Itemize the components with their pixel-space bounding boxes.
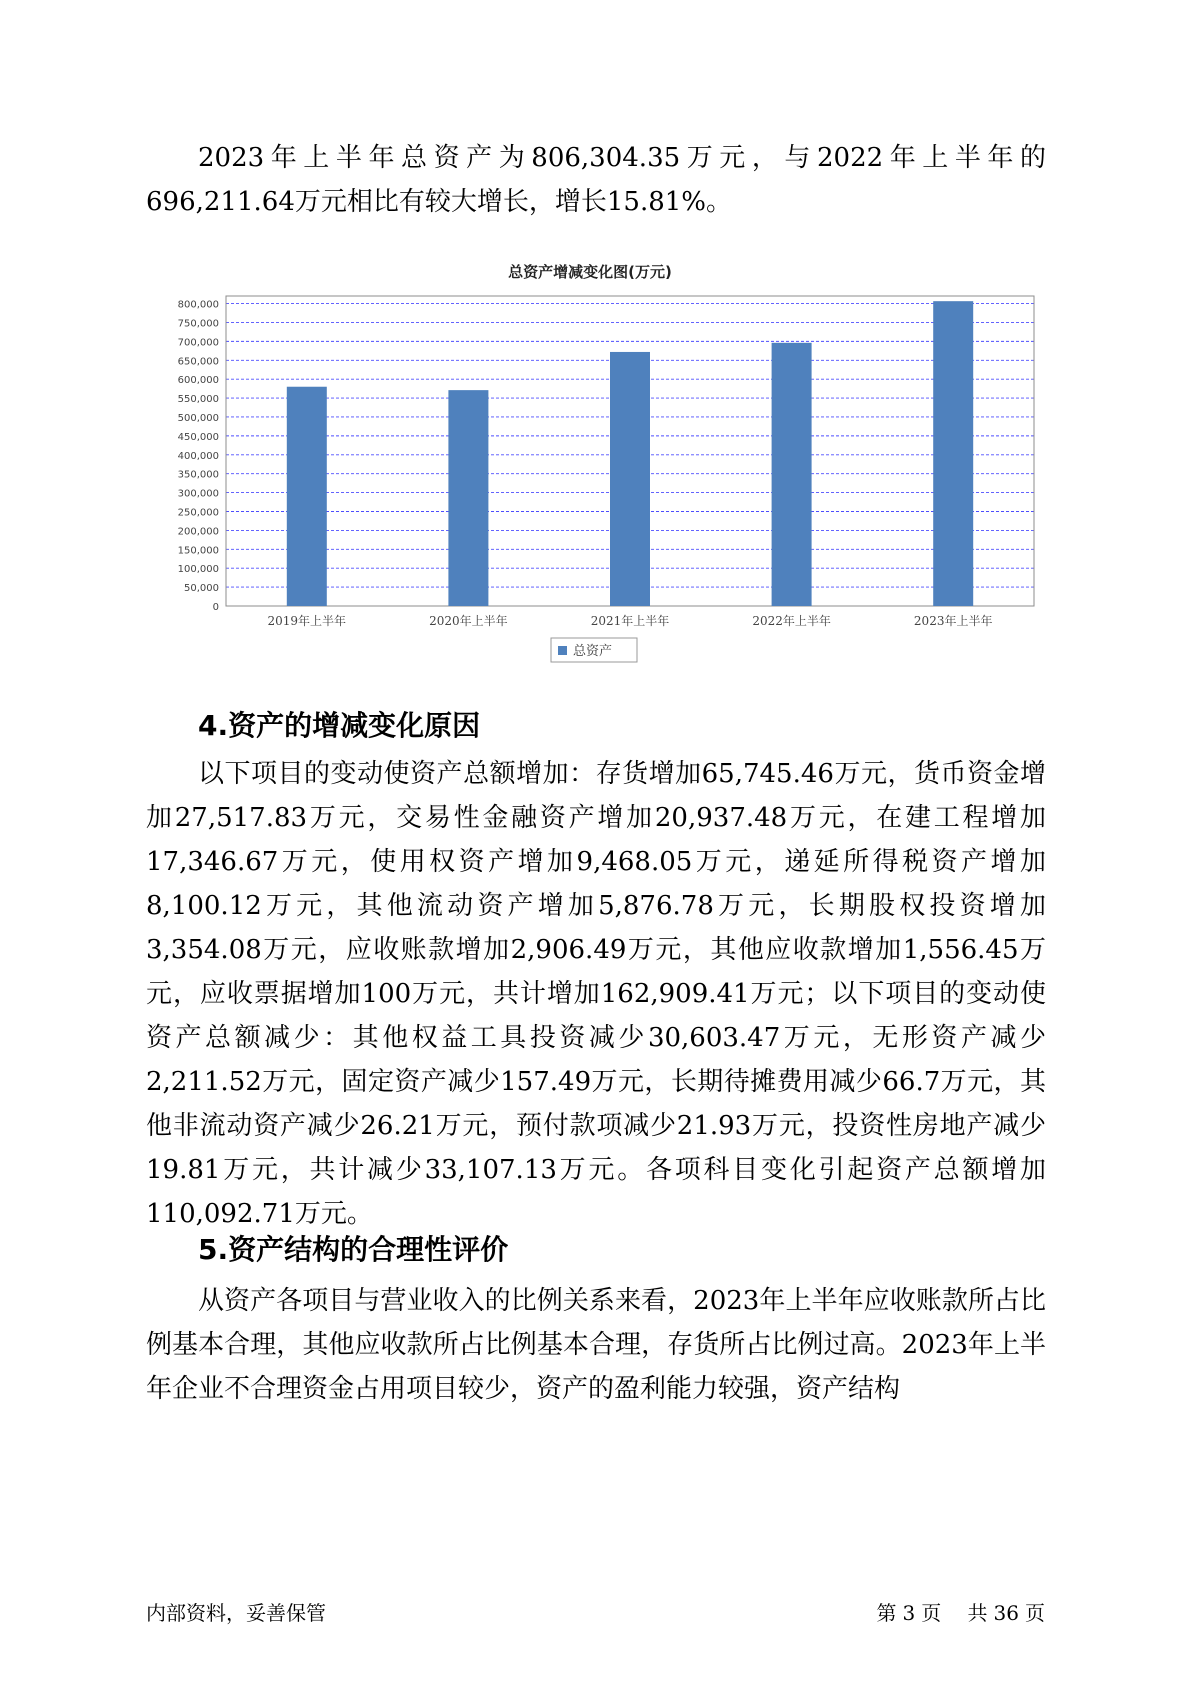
total-prefix: 共 <box>967 1601 988 1625</box>
x-tick-label: 2021年上半年 <box>590 614 670 628</box>
bar <box>287 387 327 606</box>
y-tick-label: 550,000 <box>177 394 219 406</box>
page-number: 3 <box>902 1601 916 1625</box>
y-tick-label: 600,000 <box>177 375 219 387</box>
x-tick-label: 2022年上半年 <box>752 614 831 628</box>
section-heading-4: 4.资产的增减变化原因 <box>198 709 481 742</box>
y-tick-label: 250,000 <box>177 507 219 519</box>
legend-swatch <box>558 646 567 655</box>
total-assets-chart <box>146 262 1046 722</box>
x-tick-label: 2020年上半年 <box>429 614 508 628</box>
y-tick-label: 750,000 <box>177 318 219 330</box>
x-tick-label: 2019年上半年 <box>267 614 347 628</box>
legend-label: 总资产 <box>573 644 613 659</box>
paragraph-asset-structure: 从资产各项目与营业收入的比例关系来看，2023年上半年应收账款所占比例基本合理，其他应收款所占比例基本合理，存货所占比例过高。2023年上半年企业不合理资金占用项目较少，资产的盈利能力较强，资产结构 <box>146 1286 1046 1404</box>
chart-title: 总资产增减变化图(万元) <box>508 263 672 281</box>
x-tick-label: 2023年上半年 <box>913 614 993 628</box>
bar <box>448 390 488 606</box>
y-tick-label: 300,000 <box>177 488 219 500</box>
y-tick-label: 450,000 <box>177 431 219 443</box>
bar <box>772 343 812 606</box>
y-tick-label: 350,000 <box>177 469 219 481</box>
y-tick-label: 800,000 <box>177 299 219 311</box>
y-tick-label: 700,000 <box>177 337 219 349</box>
footer-confidential-note: 内部资料，妥善保管 <box>146 1601 326 1625</box>
y-tick-label: 0 <box>212 602 219 613</box>
page-prefix: 第 <box>876 1601 897 1625</box>
paragraph-total-assets: 2023年上半年总资产为806,304.35万元，与2022年上半年的696,211.64万元相比有较大增长，增长15.81%。 <box>146 143 1046 217</box>
bar <box>610 352 650 606</box>
section-heading-5: 5.资产结构的合理性评价 <box>198 1233 509 1266</box>
y-tick-label: 200,000 <box>177 526 219 538</box>
y-tick-label: 500,000 <box>177 412 219 424</box>
footer-page-info <box>870 1597 1045 1626</box>
chart-svg <box>146 262 1046 722</box>
page-unit: 页 <box>921 1601 942 1625</box>
total-unit: 页 <box>1025 1601 1045 1625</box>
y-tick-label: 100,000 <box>177 564 219 576</box>
y-tick-label: 400,000 <box>177 450 219 462</box>
y-tick-label: 150,000 <box>177 545 219 557</box>
bar <box>933 301 973 606</box>
y-tick-label: 650,000 <box>177 356 219 368</box>
total-pages: 36 <box>993 1601 1019 1625</box>
y-tick-label: 50,000 <box>184 583 219 595</box>
paragraph-asset-change-reasons: 以下项目的变动使资产总额增加：存货增加65,745.46万元，货币资金增加27,517.83万元，交易性金融资产增加20,937.48万元，在建工程增加17,346.67万元，使用权资产增加9,468.05万元，递延所得税资产增加8,100.12万元，其他流动资产增加5,876.78万元，长期股权投资增加3,354.08万元，应收账款增加2,906.49万元，其他应收款增加1,556.45万元，应收票据增加100万元，共计增加162,909.41万元；以下项目的变动使资产总额减少：其他权益工具投资减少30,603.47万元，无形资产减少2,211.52万元，固定资产减少157.49万元，长期待摊费用减少66.7万元，其他非流动资产减少26.21万元，预付款项减少21.93万元，投资性房地产减少19.81万元，共计减少33,107.13万元。各项科目变化引起资产总额增加110,092.71万元。 <box>146 759 1046 1229</box>
